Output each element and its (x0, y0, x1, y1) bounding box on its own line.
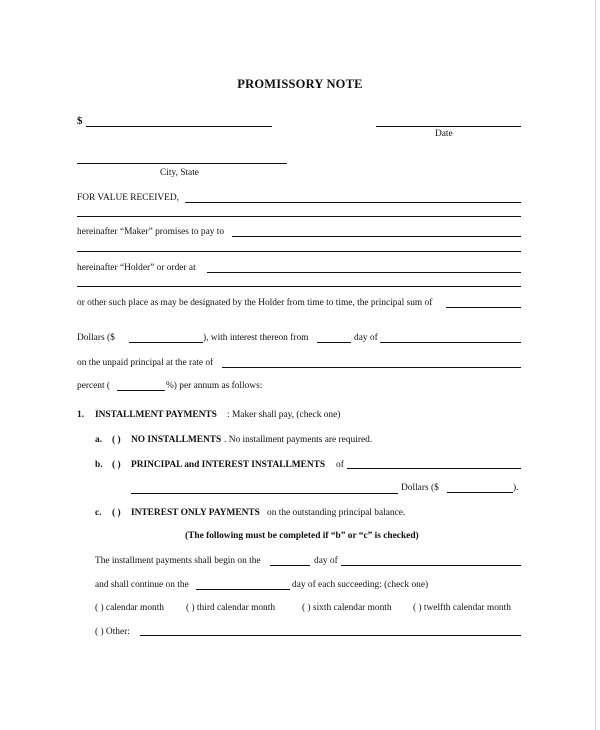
installment-dollars-label: Dollars ($ (401, 483, 439, 493)
page-title: PROMISSORY NOTE (237, 77, 363, 91)
principal-text: or other such place as may be designated by the Holder from time to time, the principal sum of (77, 298, 433, 308)
holder-name-blank[interactable] (232, 236, 521, 237)
begin-month-blank[interactable] (341, 565, 521, 566)
percent-suffix: %) per annum as follows: (166, 381, 263, 391)
month-option-calendar[interactable]: ( ) calendar month (95, 603, 164, 613)
dollar-sign: $ (77, 115, 83, 127)
principal-amount-blank[interactable] (129, 342, 203, 343)
installment-words-blank-2[interactable] (131, 493, 398, 494)
begin-text: The installment payments shall begin on the (95, 556, 261, 566)
other-blank[interactable] (140, 635, 521, 636)
continue-text: and shall continue on the (95, 580, 189, 590)
unpaid-principal-text: on the unpaid principal at the rate of (77, 358, 214, 368)
month-option-twelfth[interactable]: ( ) twelfth calendar month (413, 603, 511, 613)
installment-dollars-close: ). (513, 483, 519, 493)
maker-text: hereinafter “Maker” promises to pay to (77, 227, 225, 237)
installment-words-blank[interactable] (347, 468, 521, 469)
section-number: 1. (77, 410, 85, 420)
percent-blank[interactable] (117, 390, 165, 391)
date-label: Date (435, 129, 453, 139)
option-b-heading: PRINCIPAL and INTEREST INSTALLMENTS (131, 460, 326, 470)
month-option-sixth[interactable]: ( ) sixth calendar month (302, 603, 392, 613)
date-blank[interactable] (376, 126, 521, 127)
continue-day-blank[interactable] (196, 589, 290, 590)
option-b-letter: b. (95, 460, 103, 470)
percent-prefix: percent ( (77, 381, 111, 391)
dollars-prefix: Dollars ($ (77, 333, 115, 343)
option-a-heading: NO INSTALLMENTS (131, 435, 222, 445)
rate-blank[interactable] (222, 367, 521, 368)
interest-month-blank[interactable] (380, 342, 521, 343)
holder-name-blank-2[interactable] (77, 251, 521, 252)
option-a-checkbox[interactable]: ( ) (112, 435, 121, 445)
continue-rest: day of each succeeding: (check one) (292, 580, 429, 590)
payee-blank[interactable] (185, 202, 521, 203)
month-option-third[interactable]: ( ) third calendar month (186, 603, 276, 613)
dollars-suffix: ), with interest thereon from (203, 333, 309, 343)
completion-note: (The following must be completed if “b” or “c” is checked) (185, 531, 419, 541)
option-b-checkbox[interactable]: ( ) (112, 460, 121, 470)
principal-words-blank[interactable] (446, 307, 521, 308)
option-b-of: of (336, 460, 344, 470)
option-c-letter: c. (95, 508, 102, 518)
begin-day-blank[interactable] (270, 565, 310, 566)
section-heading-rest: : Maker shall pay, (check one) (227, 410, 341, 420)
payee-blank-2[interactable] (77, 216, 521, 217)
option-a-letter: a. (95, 435, 103, 445)
option-c-checkbox[interactable]: ( ) (112, 508, 121, 518)
option-c-text: on the outstanding principal balance. (267, 508, 406, 518)
begin-day-of: day of (314, 556, 338, 566)
address-blank-2[interactable] (77, 286, 521, 287)
interest-day-blank[interactable] (317, 342, 351, 343)
option-a-text: . No installment payments are required. (224, 435, 373, 445)
installment-amount-blank[interactable] (447, 492, 513, 493)
day-of-text: day of (354, 333, 378, 343)
address-blank[interactable] (207, 272, 521, 273)
for-value-text: FOR VALUE RECEIVED, (77, 193, 180, 203)
city-state-label: City, State (160, 168, 199, 178)
other-option[interactable]: ( ) Other: (95, 627, 130, 637)
city-state-blank[interactable] (77, 163, 287, 164)
option-c-heading: INTEREST ONLY PAYMENTS (131, 508, 260, 518)
amount-blank[interactable] (86, 126, 272, 127)
section-heading: INSTALLMENT PAYMENTS (95, 410, 217, 420)
holder-text: hereinafter “Holder” or order at (77, 263, 196, 273)
